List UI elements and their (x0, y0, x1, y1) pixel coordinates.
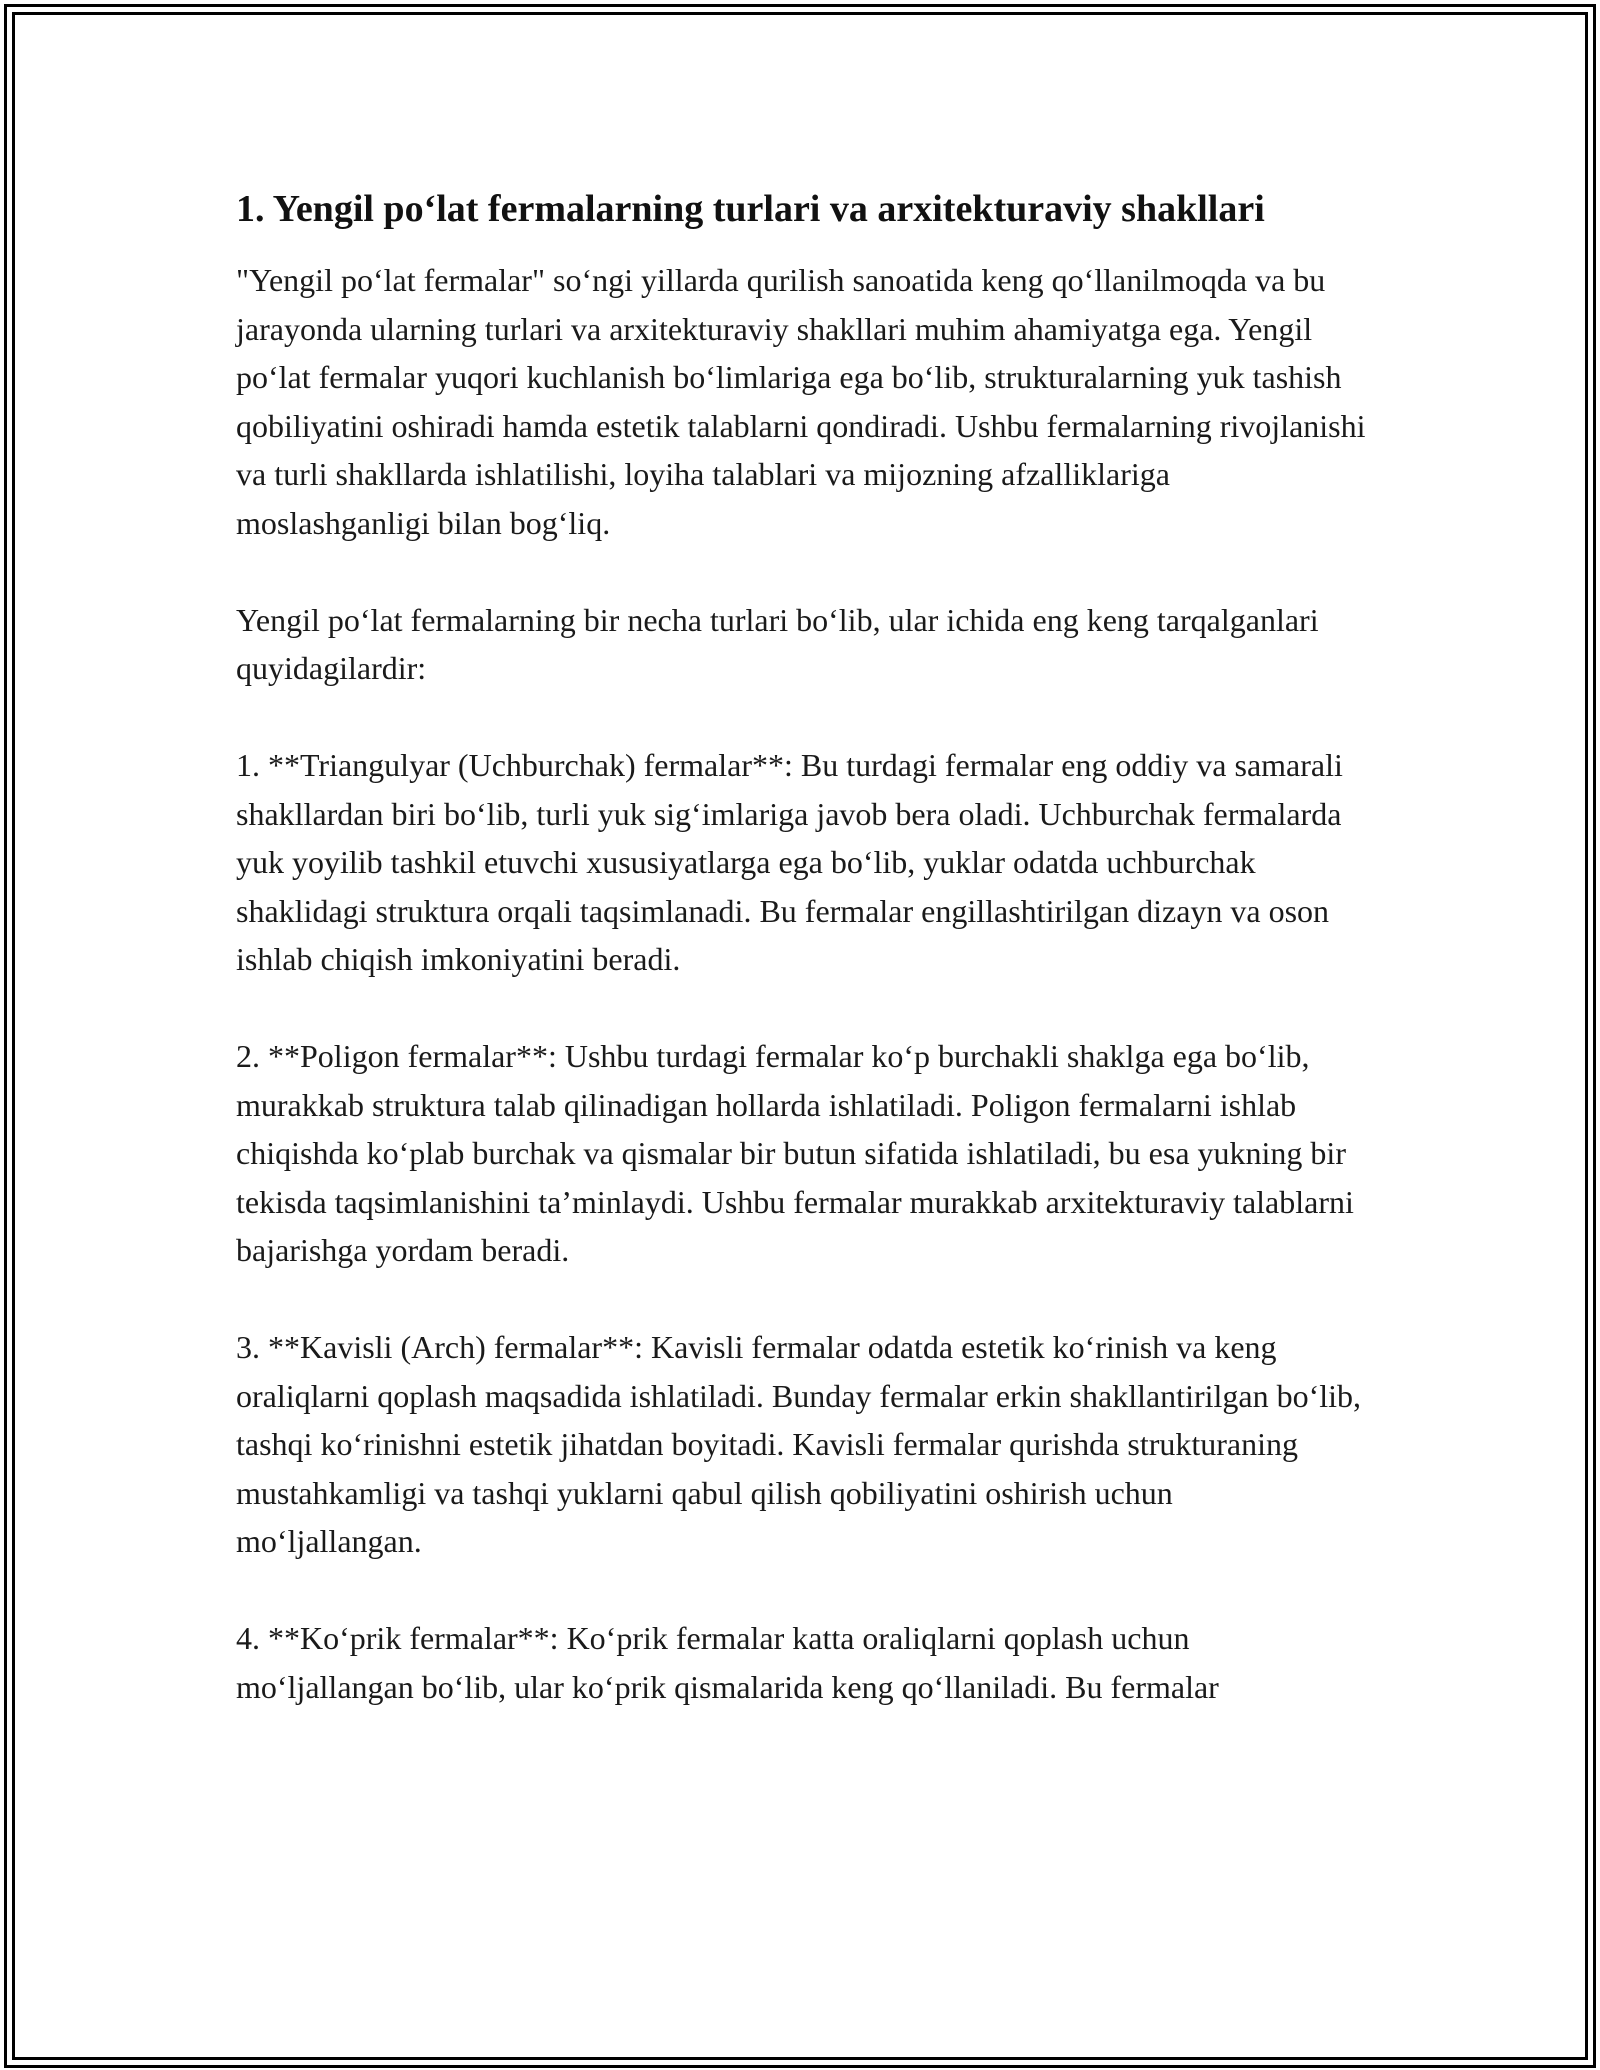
paragraph-intro: "Yengil po‘lat fermalar" so‘ngi yillarda qurilish sanoatida keng qo‘llanilmoqda va bu jarayonda ularning turlari va arxitekturaviy shakllari muhim ahamiyatga ega. Yengil po‘lat fermalar yuqori kuchlanish bo‘limlariga ega bo‘lib, strukturalarning yuk tashish qobiliyatini oshiradi hamda estetik talablarni qondiradi. Ushbu fermalarning rivojlanishi va turli shakllarda ishlatilishi, loyiha talablari va mijozning afzalliklariga moslashganligi bilan bog‘liq. (236, 262, 1366, 541)
list-item-triangular: 1. **Triangulyar (Uchburchak) fermalar**: Bu turdagi fermalar eng oddiy va samarali shakllardan biri bo‘lib, turli yuk sig‘imlariga javob bera oladi. Uchburchak fermalarda yuk yoyilib tashkil etuvchi xususiyatlarga ega bo‘lib, yuklar odatda uchburchak shaklidagi struktura orqali taqsimlanadi. Bu fermalar engillashtirilgan dizayn va oson ishlab chiqish imkoniyatini beradi. (236, 747, 1343, 977)
section-heading: 1. Yengil po‘lat fermalarning turlari va arxitekturaviy shakllari (236, 188, 1265, 230)
paragraph-spacer (236, 1566, 1366, 1615)
paragraph-spacer (236, 1275, 1366, 1324)
paragraph-spacer (236, 693, 1366, 742)
list-item-arch: 3. **Kavisli (Arch) fermalar**: Kavisli fermalar odatda estetik ko‘rinish va keng oraliqlarni qoplash maqsadida ishlatiladi. Bunday fermalar erkin shakllantirilgan bo‘lib, tashqi ko‘rinishni estetik jihatdan boyitadi. Kavisli fermalar qurishda strukturaning mustahkamligi va tashqi yuklarni qabul qilish qobiliyatini oshirish uchun mo‘ljallangan. (236, 1329, 1362, 1559)
paragraph-types-intro: Yengil po‘lat fermalarning bir necha turlari bo‘lib, ular ichida eng keng tarqalganlari quyidagilardir: (236, 601, 1319, 686)
list-item-bridge: 4. **Ko‘prik fermalar**: Ko‘prik fermalar katta oraliqlarni qoplash uchun mo‘ljallangan bo‘lib, ular ko‘prik qismalarida keng qo‘llaniladi. Bu fermalar (236, 1620, 1219, 1705)
document-page (236, 182, 1366, 1711)
paragraph-spacer (236, 547, 1366, 596)
list-item-polygon: 2. **Poligon fermalar**: Ushbu turdagi fermalar ko‘p burchakli shaklga ega bo‘lib, murakkab struktura talab qilinadigan hollarda ishlatiladi. Poligon fermalarni ishlab chiqishda ko‘plab burchak va qismalar bir butun sifatida ishlatiladi, bu esa yukning bir tekisda taqsimlanishini ta’minlaydi. Ushbu fermalar murakkab arxitekturaviy talablarni bajarishga yordam beradi. (236, 1038, 1354, 1268)
paragraph-spacer (236, 984, 1366, 1033)
